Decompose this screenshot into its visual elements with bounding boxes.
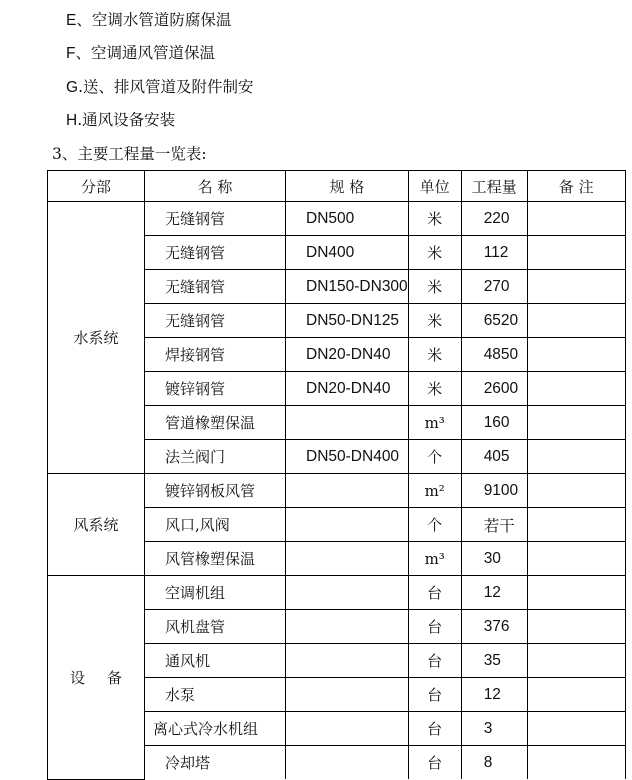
item-quantity: 8 bbox=[461, 746, 527, 780]
item-quantity: 12 bbox=[461, 576, 527, 610]
item-note bbox=[527, 610, 625, 644]
item-spec: DN400 bbox=[286, 236, 409, 270]
item-note bbox=[527, 576, 625, 610]
item-name: 通风机 bbox=[145, 644, 286, 678]
item-quantity: 270 bbox=[461, 270, 527, 304]
header-spec: 规 格 bbox=[286, 171, 409, 202]
item-spec bbox=[286, 576, 409, 610]
header-unit: 单位 bbox=[408, 171, 461, 202]
item-quantity: 35 bbox=[461, 644, 527, 678]
item-name: 风机盘管 bbox=[145, 610, 286, 644]
item-spec: DN20-DN40 bbox=[286, 372, 409, 406]
item-note bbox=[527, 508, 625, 542]
list-item-h: H.通风设备安装 bbox=[66, 111, 176, 129]
item-spec bbox=[286, 474, 409, 508]
item-spec: DN150-DN300 bbox=[286, 270, 409, 304]
item-name: 水泵 bbox=[145, 678, 286, 712]
item-unit: m³ bbox=[408, 542, 461, 576]
item-quantity: 4850 bbox=[461, 338, 527, 372]
item-note bbox=[527, 406, 625, 440]
item-quantity: 160 bbox=[461, 406, 527, 440]
item-spec bbox=[286, 746, 409, 780]
item-unit: 台 bbox=[408, 644, 461, 678]
header-quantity: 工程量 bbox=[461, 171, 527, 202]
item-unit: 台 bbox=[408, 712, 461, 746]
list-item-e: E、空调水管道防腐保温 bbox=[66, 11, 232, 29]
section-heading: 3、主要工程量一览表: bbox=[52, 145, 207, 163]
item-spec bbox=[286, 644, 409, 678]
item-quantity: 若干 bbox=[461, 508, 527, 542]
item-quantity: 9100 bbox=[461, 474, 527, 508]
item-name: 焊接钢管 bbox=[145, 338, 286, 372]
item-note bbox=[527, 746, 625, 780]
item-unit: m³ bbox=[408, 406, 461, 440]
item-unit: 米 bbox=[408, 338, 461, 372]
table-row bbox=[48, 474, 626, 508]
item-name: 法兰阀门 bbox=[145, 440, 286, 474]
item-quantity: 220 bbox=[461, 202, 527, 236]
item-name: 无缝钢管 bbox=[145, 236, 286, 270]
list-item-f: F、空调通风管道保温 bbox=[66, 44, 215, 62]
item-note bbox=[527, 304, 625, 338]
item-unit: 台 bbox=[408, 678, 461, 712]
item-spec: DN500 bbox=[286, 202, 409, 236]
item-name: 无缝钢管 bbox=[145, 304, 286, 338]
item-name: 镀锌钢板风管 bbox=[145, 474, 286, 508]
item-quantity: 12 bbox=[461, 678, 527, 712]
item-unit: 米 bbox=[408, 304, 461, 338]
item-name: 离心式冷水机组 bbox=[145, 712, 286, 746]
item-spec bbox=[286, 610, 409, 644]
item-spec: DN20-DN40 bbox=[286, 338, 409, 372]
item-spec bbox=[286, 678, 409, 712]
item-quantity: 2600 bbox=[461, 372, 527, 406]
item-spec bbox=[286, 508, 409, 542]
quantity-table bbox=[47, 170, 626, 780]
item-quantity: 376 bbox=[461, 610, 527, 644]
list-item-g: G.送、排风管道及附件制安 bbox=[66, 78, 254, 96]
item-note bbox=[527, 202, 625, 236]
item-unit: 米 bbox=[408, 202, 461, 236]
item-spec: DN50-DN125 bbox=[286, 304, 409, 338]
item-name: 风管橡塑保温 bbox=[145, 542, 286, 576]
item-name: 空调机组 bbox=[145, 576, 286, 610]
header-division: 分部 bbox=[48, 171, 145, 202]
item-note bbox=[527, 474, 625, 508]
item-spec bbox=[286, 406, 409, 440]
item-name: 镀锌钢管 bbox=[145, 372, 286, 406]
item-note bbox=[527, 236, 625, 270]
item-quantity: 112 bbox=[461, 236, 527, 270]
item-name: 风口,风阀 bbox=[145, 508, 286, 542]
table-row bbox=[48, 202, 626, 236]
item-quantity: 405 bbox=[461, 440, 527, 474]
item-note bbox=[527, 372, 625, 406]
item-name: 无缝钢管 bbox=[145, 202, 286, 236]
item-name: 管道橡塑保温 bbox=[145, 406, 286, 440]
table-row bbox=[48, 576, 626, 610]
item-note bbox=[527, 712, 625, 746]
item-quantity: 3 bbox=[461, 712, 527, 746]
item-unit: 米 bbox=[408, 372, 461, 406]
item-name: 无缝钢管 bbox=[145, 270, 286, 304]
item-note bbox=[527, 644, 625, 678]
table-header-row bbox=[48, 171, 626, 202]
item-note bbox=[527, 678, 625, 712]
item-spec bbox=[286, 712, 409, 746]
item-unit: 台 bbox=[408, 576, 461, 610]
item-unit: 台 bbox=[408, 610, 461, 644]
item-note bbox=[527, 440, 625, 474]
item-unit: 米 bbox=[408, 236, 461, 270]
item-unit: 台 bbox=[408, 746, 461, 780]
header-notes: 备 注 bbox=[527, 171, 625, 202]
item-note bbox=[527, 338, 625, 372]
item-spec bbox=[286, 542, 409, 576]
item-unit: m² bbox=[408, 474, 461, 508]
item-quantity: 6520 bbox=[461, 304, 527, 338]
header-name: 名 称 bbox=[145, 171, 286, 202]
division-cell-water: 水系统 bbox=[48, 202, 145, 474]
item-quantity: 30 bbox=[461, 542, 527, 576]
item-spec: DN50-DN400 bbox=[286, 440, 409, 474]
item-unit: 个 bbox=[408, 508, 461, 542]
item-note bbox=[527, 270, 625, 304]
division-cell-air: 风系统 bbox=[48, 474, 145, 576]
item-note bbox=[527, 542, 625, 576]
division-cell-equipment: 设备 bbox=[48, 576, 145, 780]
item-unit: 米 bbox=[408, 270, 461, 304]
item-name: 冷却塔 bbox=[145, 746, 286, 780]
item-unit: 个 bbox=[408, 440, 461, 474]
